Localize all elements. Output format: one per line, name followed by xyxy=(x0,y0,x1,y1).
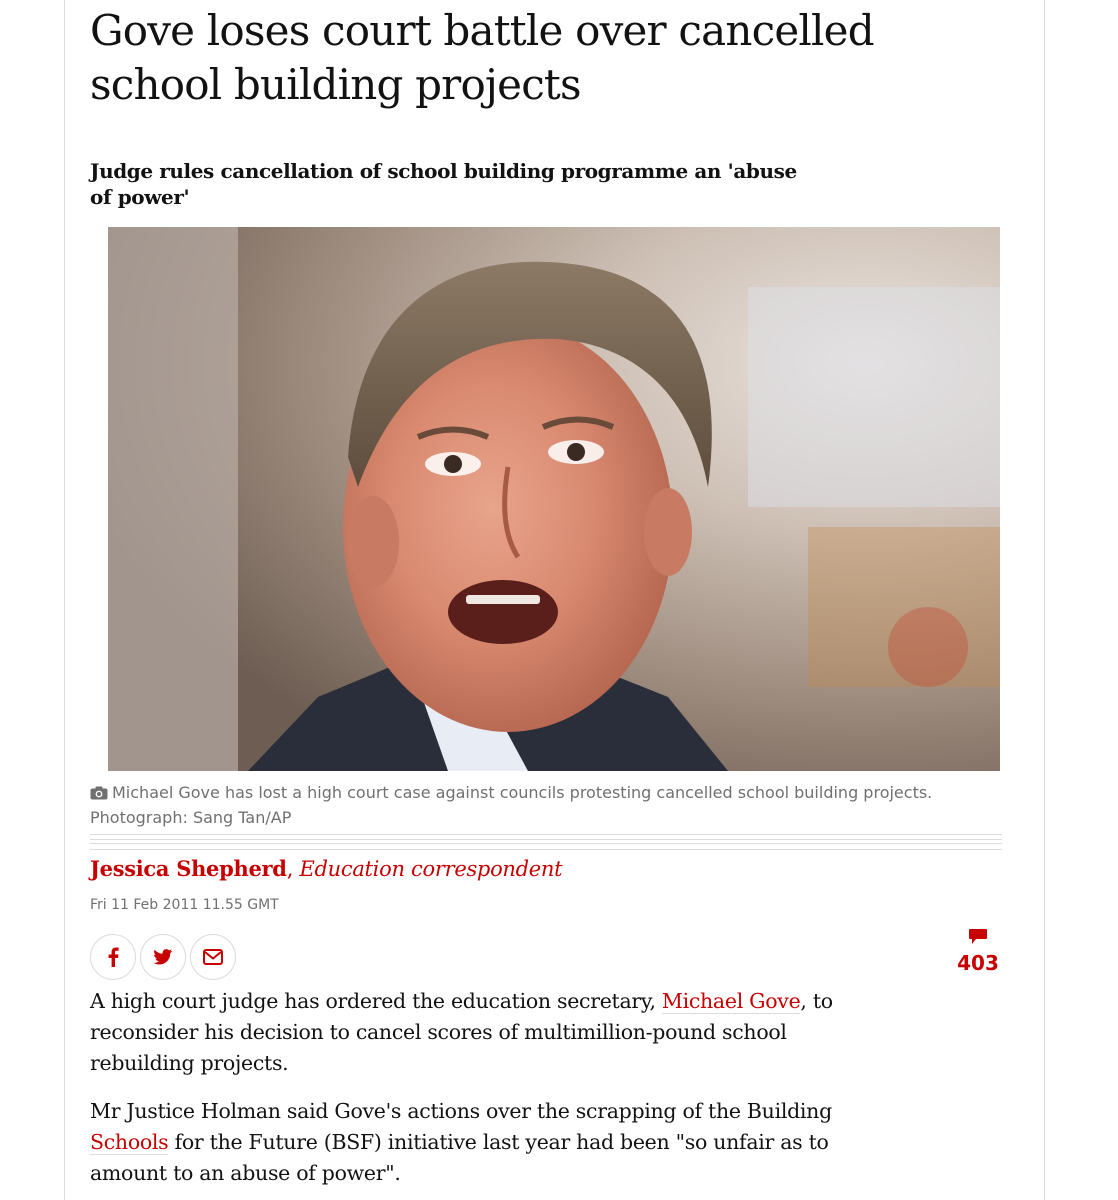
article-photo[interactable] xyxy=(108,227,1000,771)
article-paragraph-1 xyxy=(90,986,970,1079)
paragraph-2-line-3: amount to an abuse of power". xyxy=(90,1161,401,1185)
headline-line-1: Gove loses court battle over cancelled xyxy=(90,6,874,55)
share-facebook-button[interactable] xyxy=(90,934,136,980)
headline-line-2: school building projects xyxy=(90,60,581,109)
michael-gove-link[interactable]: Michael Gove xyxy=(661,989,801,1013)
paragraph-1-text-start: A high court judge has ordered the education secretary, xyxy=(90,989,662,1013)
facebook-icon xyxy=(107,947,119,967)
share-email-button[interactable] xyxy=(190,934,236,980)
portrait-illustration xyxy=(108,227,1000,771)
caption-text: Michael Gove has lost a high court case against councils protesting cancelled school building projects. xyxy=(112,783,933,802)
article-paragraph-2 xyxy=(90,1096,970,1189)
left-column-rule xyxy=(64,0,65,1200)
photo-caption xyxy=(90,781,1010,829)
standfirst-line-1: Judge rules cancellation of school building programme an 'abuse xyxy=(90,159,797,183)
paragraph-1-line-3: rebuilding projects. xyxy=(90,1051,289,1075)
camera-icon xyxy=(90,783,108,806)
paragraph-2-text-after-link: for the Future (BSF) initiative last year had been "so unfair as to xyxy=(168,1130,829,1154)
standfirst-line-2: of power' xyxy=(90,185,190,209)
email-icon xyxy=(203,949,223,965)
twitter-icon xyxy=(153,949,173,965)
author-name[interactable]: Jessica Shepherd xyxy=(90,856,287,881)
share-twitter-button[interactable] xyxy=(140,934,186,980)
article-headline xyxy=(90,4,990,112)
publish-date: Fri 11 Feb 2011 11.55 GMT xyxy=(90,897,279,913)
author-role: Education correspondent xyxy=(299,857,563,881)
paragraph-2-line-1: Mr Justice Holman said Gove's actions over the scrapping of the Building xyxy=(90,1099,832,1123)
byline-separator: , xyxy=(286,857,294,881)
comments-link[interactable] xyxy=(950,928,1006,974)
meta-divider xyxy=(90,834,1002,850)
article-standfirst xyxy=(90,158,810,210)
right-column-rule xyxy=(1044,0,1045,1200)
byline xyxy=(90,854,562,884)
paragraph-1-line-2: reconsider his decision to cancel scores of multimillion-pound school xyxy=(90,1020,787,1044)
photo-credit: Photograph: Sang Tan/AP xyxy=(90,808,292,827)
comment-count: 403 xyxy=(957,951,999,975)
schools-link[interactable]: Schools xyxy=(90,1130,169,1154)
share-buttons xyxy=(90,934,236,980)
paragraph-1-text-after-link: , to xyxy=(800,989,833,1013)
speech-bubble-icon xyxy=(968,928,988,946)
